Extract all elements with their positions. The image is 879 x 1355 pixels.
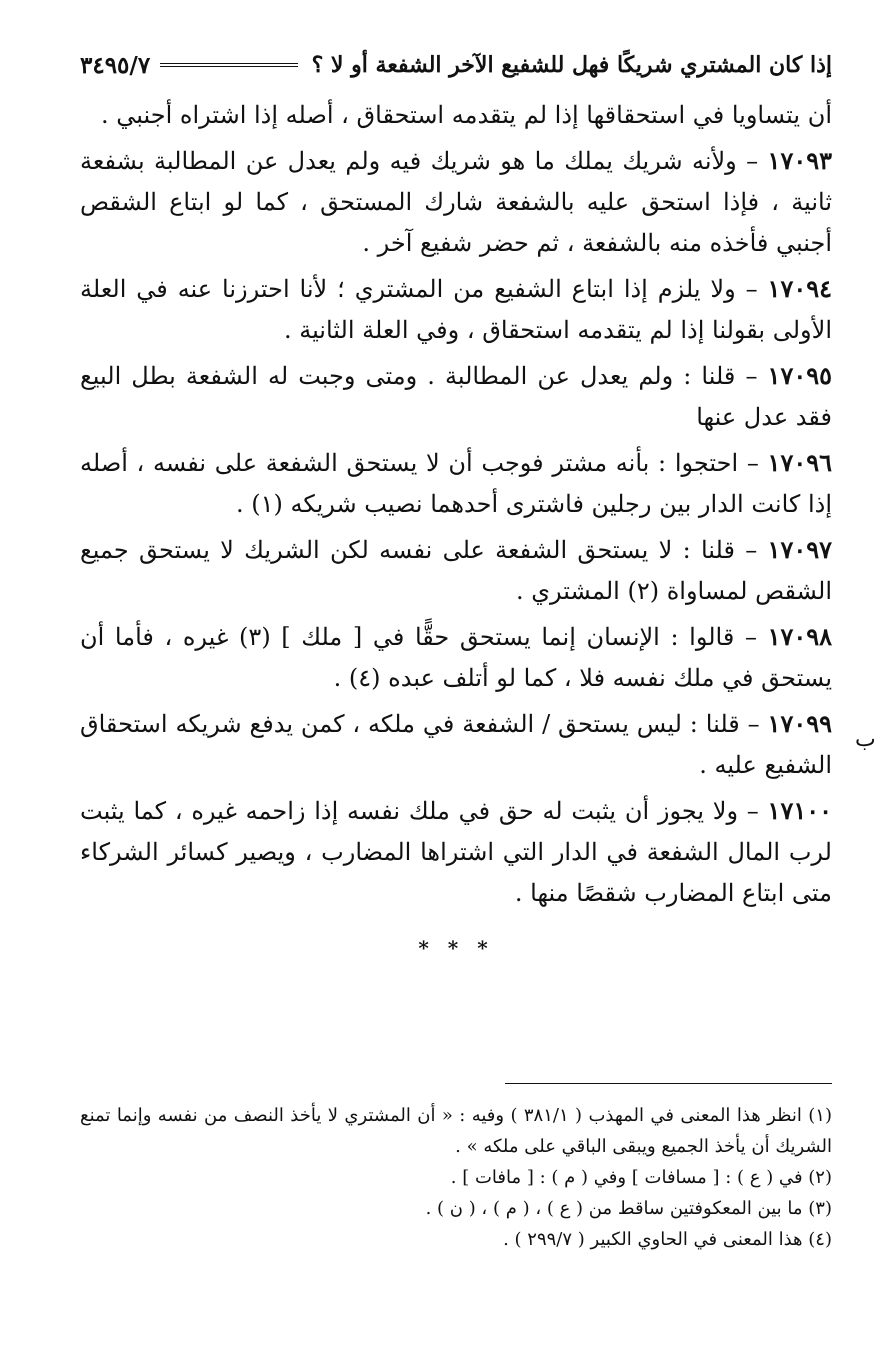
paragraph-number: ١٧٠٩٥ (767, 361, 832, 390)
paragraph-text: – قالوا : الإنسان إنما يستحق حقًّا في [ ملك ] (٣) غيره ، فأما أن يستحق في ملك نفسه فلا ، كما لو أتلف عبده (٤) . (80, 623, 832, 692)
paragraph (80, 529, 832, 612)
paragraph-text: – قلنا : لا يستحق الشفعة على نفسه لكن الشريك لا يستحق جميع الشقص لمساواة (٢) المشتري . (80, 536, 832, 605)
paragraph (80, 703, 832, 786)
paragraph (80, 442, 832, 525)
paragraph (80, 94, 832, 136)
footnote: (٤) هذا المعنى في الحاوي الكبير ( ٢٩٩/٧ ) . (503, 1229, 832, 1250)
footnote-rule (505, 1083, 832, 1084)
paragraph (80, 268, 832, 351)
paragraph-text: – ولا يلزم إذا ابتاع الشفيع من المشتري ؛ لأنا احترزنا عنه في العلة الأولى بقولنا إذا لم يتقدمه استحقاق ، وفي العلة الثانية . (80, 275, 832, 344)
footnote: (٣) ما بين المعكوفتين ساقط من ( ع ) ، ( م ) ، ( ن ) . (425, 1198, 832, 1219)
paragraph (80, 140, 832, 264)
paragraph (80, 790, 832, 914)
paragraph-text: – ولأنه شريك يملك ما هو شريك فيه ولم يعدل عن المطالبة بشفعة ثانية ، فإذا استحق عليه بالشفعة شارك المستحق ، كما لو ابتاع الشقص أجنبي فأخذه منه بالشفعة ، ثم حضر شفيع آخر . (80, 147, 832, 257)
paragraph-text: – ولا يجوز أن يثبت له حق في ملك نفسه إذا زاحمه غيره ، كما يثبت لرب المال الشفعة في الدار التي اشتراها المضارب ، ويصير كسائر الشركاء متى ابتاع المضارب شقصًا منها . (80, 797, 832, 907)
paragraph-number: ١٧٠٩٣ (767, 146, 832, 175)
paragraph-text: – احتجوا : بأنه مشتر فوجب أن لا يستحق الشفعة على نفسه ، أصله إذا كانت الدار بين رجلين فاشترى أحدهما نصيب شريكه (١) . (80, 449, 832, 518)
paragraph-text: – قلنا : ولم يعدل عن المطالبة . ومتى وجبت له الشفعة بطل البيع فقد عدل عنها (80, 362, 832, 431)
paragraph-number: ١٧٠٩٧ (767, 535, 832, 564)
page-content (80, 40, 832, 960)
margin-note: ب (855, 727, 876, 752)
page-reference: ٣٤٩٥/٧ (80, 51, 151, 79)
footnotes (80, 1100, 832, 1255)
header-rule (160, 63, 297, 67)
paragraph-number: ١٧٠٩٦ (767, 448, 832, 477)
paragraph (80, 616, 832, 699)
section-separator: * * * (418, 936, 494, 960)
paragraph-number: ١٧٠٩٨ (767, 622, 833, 651)
paragraph-text: أن يتساويا في استحقاقها إذا لم يتقدمه استحقاق ، أصله إذا اشتراه أجنبي . (100, 101, 832, 129)
body-text (80, 94, 832, 914)
paragraph-text: – قلنا : ليس يستحق / الشفعة في ملكه ، كمن يدفع شريكه استحقاق الشفيع عليه . (80, 710, 832, 779)
paragraph-number: ١٧٠٩٩ (767, 709, 832, 738)
paragraph-number: ١٧١٠٠ (767, 796, 832, 825)
paragraph-number: ١٧٠٩٤ (767, 274, 832, 303)
footnote: (١) انظر هذا المعنى في المهذب ( ٣٨١/١ ) وفيه : « أن المشتري لا يأخذ النصف من نفسه وإنما تمنع الشريك أن يأخذ الجميع ويبقى الباقي على ملكه » . (80, 1105, 832, 1157)
footnote: (٢) في ( ع ) : [ مسافات ] وفي ( م ) : [ مافات ] . (450, 1167, 832, 1188)
running-header (80, 40, 832, 90)
header-title: إذا كان المشتري شريكًا فهل للشفيع الآخر الشفعة أو لا ؟ (311, 52, 832, 78)
paragraph (80, 355, 832, 438)
